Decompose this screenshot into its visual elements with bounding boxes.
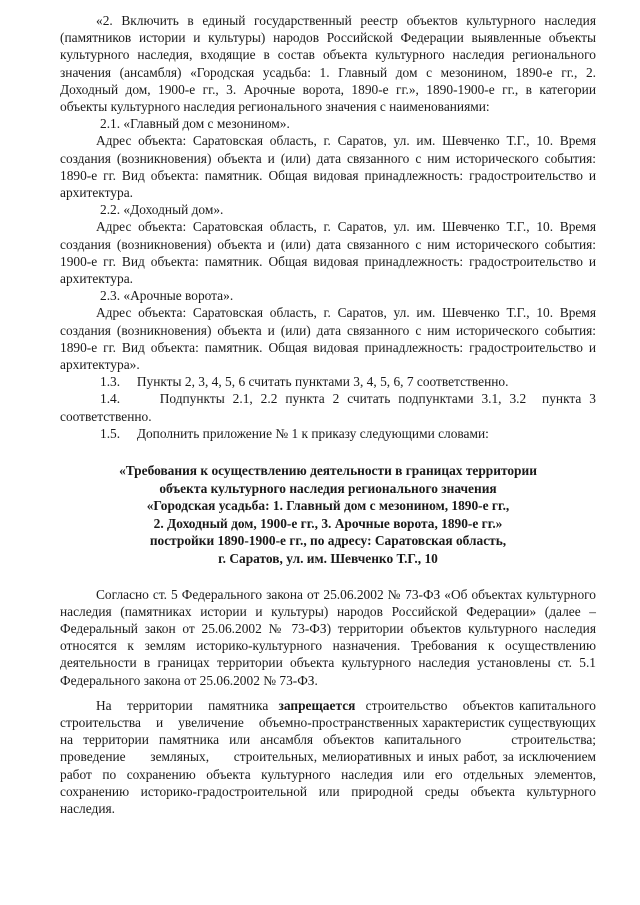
heading-line: «Городская усадьба: 1. Главный дом с мезонином, 1890-е гг.,	[146, 498, 510, 514]
prohibition-text-rest: строительство объектов капитального строительства и увеличение объемно-пространственных характеристик существующих на территории памятника или ансамбля объектов капитального строительства; проведение земляных, строительных, мелиоративных и иных работ, за исключением работ по сохранению объекта культурного наследия или его отдельных элементов, сохранению историко-градостроительной или природной среды объекта культурного наследия.	[60, 697, 613, 817]
item-2-2-text: Адрес объекта: Саратовская область, г. Саратов, ул. им. Шевченко Т.Г., 10. Время создания (возникновения) объекта и (или) дата связанного с ним исторического события: 1900-е гг. Вид объекта: памятник. Общая видовая принадлежность: градостроительство и архитектура.	[60, 219, 596, 287]
item-2-1-text: Адрес объекта: Саратовская область, г. Саратов, ул. им. Шевченко Т.Г., 10. Время создания (возникновения) объекта и (или) дата связанного с ним исторического события: 1890-е гг. Вид объекта: памятник. Общая видовая принадлежность: градостроительство и архитектура.	[60, 133, 596, 201]
clause-1-5: 1.5. Дополнить приложение № 1 к приказу следующими словами:	[100, 425, 489, 441]
item-2-3-title: 2.3. «Арочные ворота».	[100, 288, 234, 304]
clause-1-4: 1.4. Подпункты 2.1, 2.2 пункта 2 считать подпунктами 3.1, 3.2 пункта 3 соответственно.	[60, 391, 600, 424]
heading-line: постройки 1890-1900-е гг., по адресу: Саратовская область,	[149, 533, 507, 549]
federal-law-paragraph: Согласно ст. 5 Федерального закона от 25.06.2002 № 73-ФЗ «Об объектах культурного наследия (памятниках истории и культуры) народов Российской Федерации» (далее – Федеральный закон от 25.06.2002 № 73-ФЗ) территории объектов культурного наследия относятся к землям историко-культурного назначения. Требования к осуществлению деятельности в границах территории объекта культурного наследия установлены ст. 5.1 Федерального закона от 25.06.2002 № 73-ФЗ.	[60, 586, 596, 688]
prohibition-paragraph	[60, 697, 613, 817]
prohibition-keyword: запрещается	[278, 697, 356, 713]
heading-line: объекта культурного наследия регионального значения	[159, 480, 497, 496]
heading-line: г. Саратов, ул. им. Шевченко Т.Г., 10	[218, 551, 438, 567]
prohibition-text-start: На территории памятника	[96, 697, 279, 713]
item-2-1-title: 2.1. «Главный дом с мезонином».	[100, 116, 290, 132]
item-2-3-text: Адрес объекта: Саратовская область, г. Саратов, ул. им. Шевченко Т.Г., 10. Время создания (возникновения) объекта и (или) дата связанного с ним исторического события: 1890-е гг. Вид объекта: памятник. Общая видовая принадлежность: градостроительство и архитектура».	[60, 305, 596, 373]
item-2-2-title: 2.2. «Доходный дом».	[100, 202, 224, 218]
heading-line: 2. Доходный дом, 1900-е гг., 3. Арочные ворота, 1890-е гг.»	[153, 515, 503, 531]
heading-line: «Требования к осуществлению деятельности в границах территории	[119, 463, 537, 479]
clause-1-3: 1.3. Пункты 2, 3, 4, 5, 6 считать пунктами 3, 4, 5, 6, 7 соответственно.	[100, 374, 509, 390]
requirements-heading	[60, 462, 596, 568]
intro-paragraph: «2. Включить в единый государственный реестр объектов культурного наследия (памятников истории и культуры) народов Российской Федерации выявленные объекты культурного наследия, входящие в состав объекта культурного наследия регионального значения (ансамбля) «Городская усадьба: 1. Главный дом с мезонином, 1890-е гг., 2. Доходный дом, 1900-е гг., 3. Арочные ворота, 1890-е гг.», 1890-1900-е гг., в категории объекты культурного наследия регионального значения с наименованиями:	[60, 13, 596, 115]
